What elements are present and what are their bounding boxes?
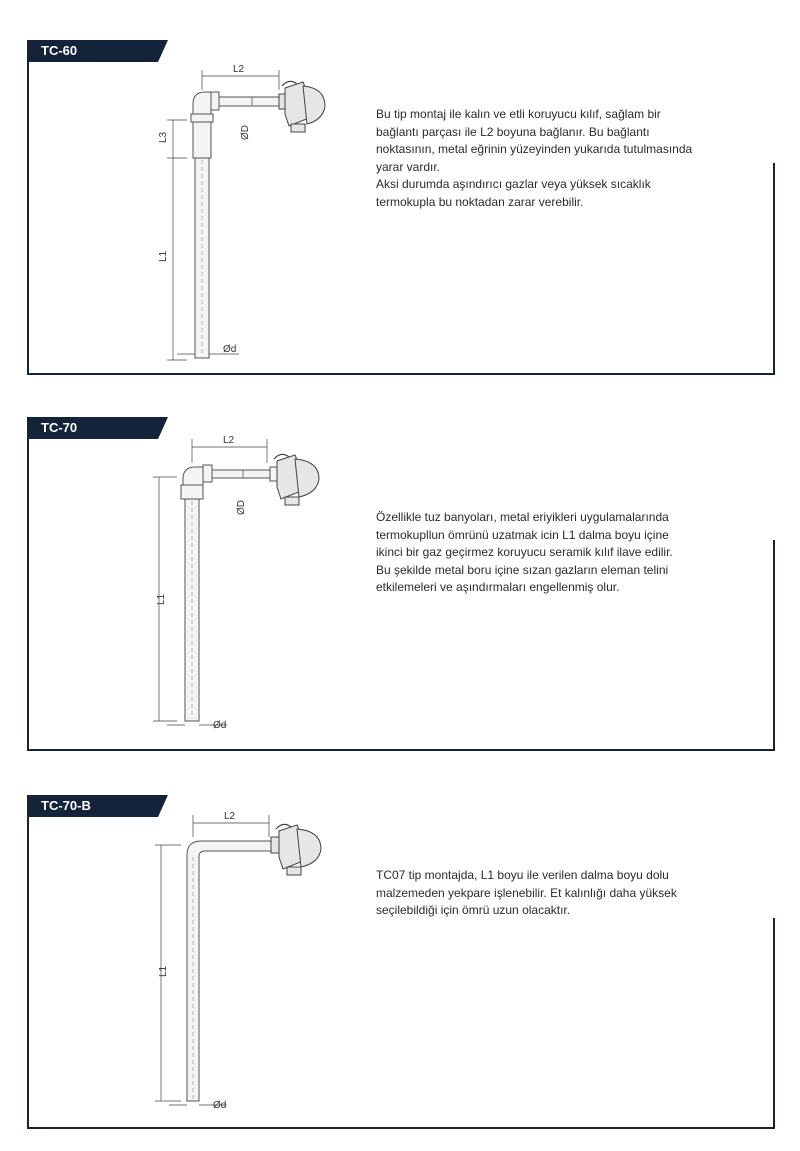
description-paragraph: Özellikle tuz banyoları, metal eriyikleri uygulamalarında termokupllun ömrünü uzatmak icin L1 dalma boyu içine ikinci bir gaz geçirmez koruyucu seramik kılıf ilave edilir. Bu şekilde metal boru içine sızan gazların eleman telini etkilemeleri ve aşındırmaları engellenmiş olur. bbox=[376, 510, 673, 594]
section-tc70b bbox=[27, 795, 775, 1129]
dim-l2: L2 bbox=[233, 64, 245, 75]
section-description bbox=[376, 509, 756, 597]
section-code-tab: TC-70 bbox=[27, 417, 158, 439]
dim-l2: L2 bbox=[224, 811, 236, 822]
dim-l3: L3 bbox=[158, 131, 169, 143]
section-code-tab: TC-60 bbox=[27, 40, 158, 62]
thermocouple-drawing-tc70b bbox=[27, 795, 775, 1129]
dim-l2: L2 bbox=[223, 435, 235, 446]
description-paragraph: Bu tip montaj ile kalın ve etli koruyucu kılıf, sağlam bir bağlantı parçası ile L2 boyuna bağlanır. Bu bağlantı noktasının, metal eğrinin yüzeyinden yukarıda tutulmasında yarar vardır. bbox=[376, 107, 693, 174]
dim-od-large: ØD bbox=[240, 125, 251, 140]
section-code-tab: TC-70-B bbox=[27, 795, 158, 817]
dim-od-large: ØD bbox=[236, 500, 247, 515]
dim-od-small: Ød bbox=[213, 720, 227, 731]
dim-l1: L1 bbox=[158, 965, 169, 977]
dim-l1: L1 bbox=[156, 593, 167, 605]
dim-od-small: Ød bbox=[223, 344, 237, 355]
description-paragraph: Aksi durumda aşındırıcı gazlar veya yüksek sıcaklık termokupla bu noktadan zarar verebilir. bbox=[376, 177, 651, 209]
section-description bbox=[376, 867, 756, 920]
section-description bbox=[376, 106, 756, 211]
description-paragraph: TC07 tip montajda, L1 boyu ile verilen dalma boyu dolu malzemeden yekpare işlenebilir. Et kalınlığı daha yüksek seçilebildiği için ömrü uzun olacaktır. bbox=[376, 868, 677, 917]
dim-l1: L1 bbox=[158, 250, 169, 262]
dim-od-small: Ød bbox=[213, 1100, 227, 1111]
section-tc60 bbox=[27, 40, 775, 375]
section-tc70 bbox=[27, 417, 775, 751]
